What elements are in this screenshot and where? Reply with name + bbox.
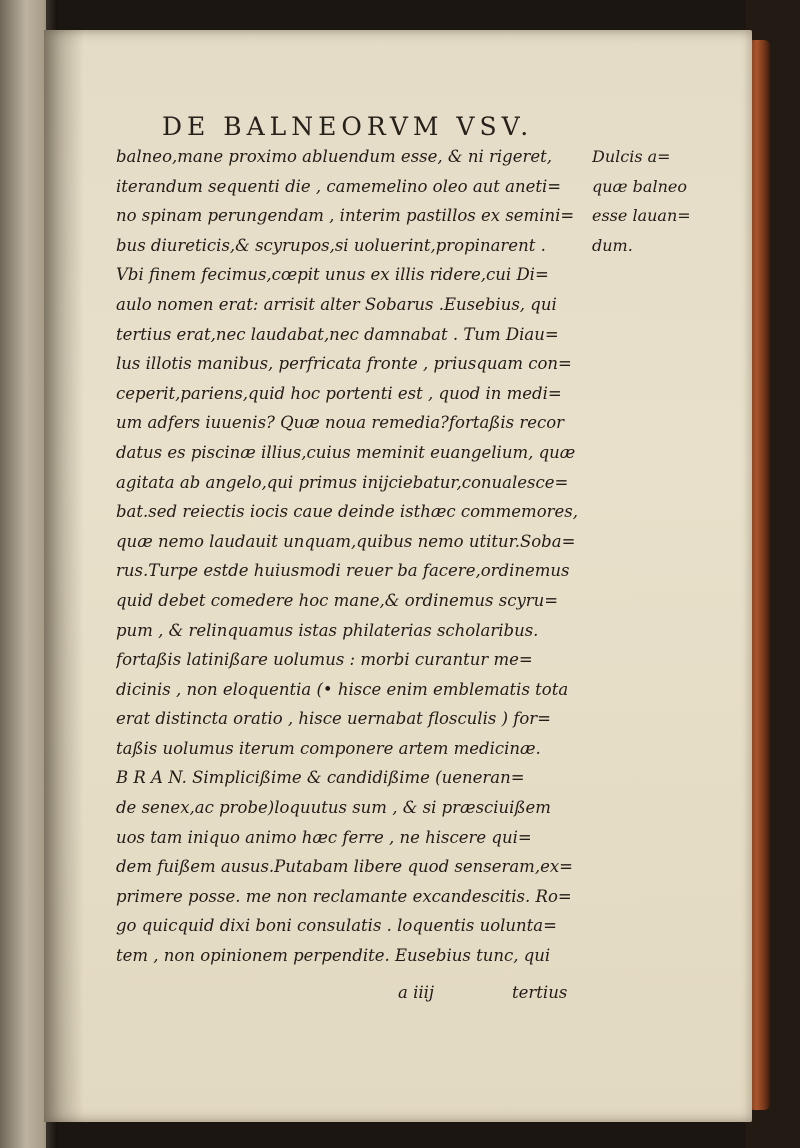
text-line: balneo,mane proximo abluendum esse, & ni rigeret, bbox=[116, 147, 552, 166]
text-line: rus.Turpe estde huiusmodi reuer ba facere,ordinemus bbox=[116, 561, 570, 581]
body-text bbox=[116, 142, 586, 971]
text-line: iterandum sequenti die , camemelino oleo aut aneti= bbox=[116, 176, 562, 196]
text-line: erat distincta oratio , hisce uernabat flosculis ) for= bbox=[116, 709, 552, 729]
text-line: Vbi finem fecimus,cœpit unus ex illis ridere,cui Di= bbox=[116, 265, 549, 285]
text-line: tertius erat,nec laudabat,nec damnabat . Tum Diau= bbox=[116, 324, 559, 344]
text-line: pum , & relinquamus istas philaterias scholaribus. bbox=[116, 620, 539, 640]
text-line: tem , non opinionem perpendite. Eusebius tunc, qui bbox=[116, 946, 551, 966]
text-line: quæ nemo laudauit unquam,quibus nemo utitur.Soba= bbox=[116, 531, 576, 551]
text-line: dicinis , non eloquentia (• hisce enim emblematis tota bbox=[116, 679, 569, 699]
text-line: primere posse. me non reclamante excandescitis. Ro= bbox=[116, 886, 572, 906]
marginal-note-line: dum. bbox=[592, 235, 633, 255]
text-line: no spinam perungendam , interim pastillos ex semini= bbox=[116, 206, 575, 226]
running-head: DE BALNEORVM VSV. bbox=[162, 112, 534, 141]
text-line: taßis uolumus iterum componere artem medicinæ. bbox=[116, 738, 541, 758]
text-line: B R A N. Simplicißime & candidißime (ueneran= bbox=[116, 768, 525, 788]
catchword: tertius bbox=[512, 983, 568, 1002]
marginal-note-line: esse lauan= bbox=[592, 206, 691, 226]
text-line: ceperit,pariens,quid hoc portenti est , quod in medi= bbox=[116, 383, 562, 403]
text-line: go quicquid dixi boni consulatis . loquentis uolunta= bbox=[116, 916, 557, 936]
text-line: dem fuißem ausus.Putabam libere quod senseram,ex= bbox=[116, 857, 573, 877]
text-line: uos tam iniquo animo hæc ferre , ne hiscere qui= bbox=[116, 827, 532, 847]
signature-mark: a iiij bbox=[398, 983, 435, 1002]
page-footer bbox=[116, 978, 586, 1008]
text-line: quid debet comedere hoc mane,& ordinemus scyru= bbox=[116, 590, 559, 610]
text-line: lus illotis manibus, perfricata fronte , priusquam con= bbox=[116, 354, 572, 374]
text-line: bat.sed reiectis iocis caue deinde isthæc commemores, bbox=[116, 502, 578, 522]
book-page bbox=[44, 30, 752, 1122]
book-binding-edge bbox=[746, 0, 800, 1148]
gutter-shadow bbox=[44, 30, 84, 1122]
text-line: um adfers iuuenis? Quæ noua remedia?fortaßis recor bbox=[116, 413, 565, 433]
marginal-note-line: quæ balneo bbox=[592, 176, 687, 196]
text-line: fortaßis latinißare uolumus : morbi curantur me= bbox=[116, 650, 533, 670]
text-line: datus es piscinæ illius,cuius meminit euangelium, quæ bbox=[116, 442, 576, 462]
text-line: de senex,ac probe)loquutus sum , & si præsciuißem bbox=[116, 798, 551, 818]
text-line: agitata ab angelo,qui primus inijciebatur,conualesce= bbox=[116, 472, 569, 492]
marginal-note bbox=[592, 142, 702, 260]
text-line: bus diureticis,& scyrupos,si uoluerint,propinarent . bbox=[116, 235, 546, 255]
marginal-note-line: Dulcis a= bbox=[592, 147, 671, 166]
text-line: aulo nomen erat: arrisit alter Sobarus .Eusebius, qui bbox=[116, 294, 557, 314]
